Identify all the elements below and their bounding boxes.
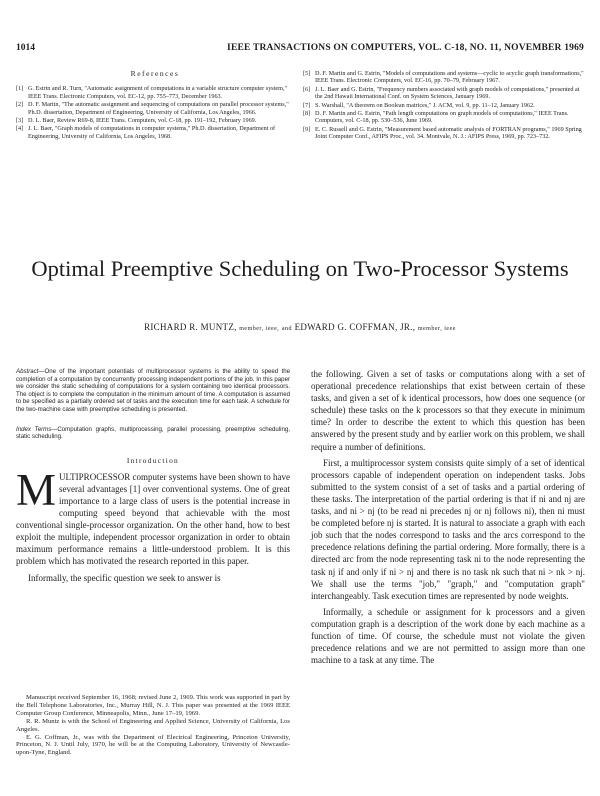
author-membership: member, ieee <box>417 326 456 332</box>
reference-item <box>303 70 585 85</box>
reference-text: D. F. Martin and G. Estrin, "Path length computations on graph models of computations," IEEE Trans. Computers, vol. C-18, pp. 530–536, June 1969. <box>315 110 569 125</box>
author-membership: member, ieee, <box>239 326 280 332</box>
index-terms-text: —Computation graphs, multiprocessing, parallel processing, preemptive scheduling, static scheduling. <box>16 425 290 441</box>
reference-number: [2] <box>16 101 24 109</box>
author-conjunction: and <box>281 326 293 332</box>
intro-paragraph <box>16 464 290 568</box>
abstract-label: Abstract <box>16 368 39 375</box>
running-header <box>16 43 584 57</box>
references-left-column <box>16 70 294 141</box>
reference-item <box>16 125 294 140</box>
paper-title: Optimal Preemptive Scheduling on Two-Processor Systems <box>31 256 569 281</box>
index-terms-label: Index Terms <box>16 425 52 433</box>
reference-text: D. L. Baer, Review R69-8, IEEE Trans. Computers, vol. C-18, pp. 191–192, February 1969. <box>28 117 257 125</box>
body-paragraph: First, a multiprocessor system consists quite simply of a set of identical processors capable of independent operation on independent tasks. Jobs submitted to the system consist of a set of tasks and a partial ordering of these tasks. The interpretation of the partial ordering is that if ni and nj are tasks, and ni > nj (to be read ni precedes nj or nj follows ni), then ni must be completed before nj is started. It is natural to associate a graph with each job such that the nodes correspond to tasks and the arcs correspond to the precedence relations defining the partial ordering. More formally, there is a directed arc from the node representing task ni to the node representing the task nj if and only if ni > nj and there is no task nk such that ni > nk > nj. We shall use the terms "job," "graph," and "computation graph" interchangeably. Task execution times are represented by node weights. <box>311 457 585 601</box>
intro-paragraph-text: ULTIPROCESSOR computer systems have been shown to have several advantages [1] over conventional systems. One of great importance to a large class of users is the potential increase in computing speed beyond that achievable with the most conventional single-processor organization. On the other hand, how to best exploit the multiple, independent processor organization in order to obtain maximum performance remains a little-understood problem. It is this problem which has motivated the research reported in this paper. <box>16 471 290 567</box>
reference-number: [8] <box>303 110 311 118</box>
index-terms <box>16 426 290 441</box>
reference-text: G. Estrin and R. Turn, "Automatic assignment of computations in a variable structure computer system," IEEE Trans. Electronic Computers, vol. EC-12, pp. 755–773, December 1963. <box>28 85 288 100</box>
abstract <box>16 368 290 414</box>
footnote <box>16 694 290 757</box>
body-paragraph: the following. Given a set of tasks or computations along with a set of operational precedence relationships that exist between certain of these tasks, and given a set of k identical processors, how does one sequence (or schedule) these tasks on the k processors so that they execute in minimum time? In order to describe the extent to which this question has been answered by the present study and by earlier work on this problem, we shall require a number of definitions. <box>311 369 585 452</box>
abstract-text: —One of the important potentials of multiprocessor systems is the ability to speed the completion of a computation by concurrently processing independent portions of the job. In this paper we consider the static scheduling of computations for a system containing two identical processors. The object is to complete the computation in the minimum amount of time. A computation is assumed to be specified as a partially ordered set of tasks and the execution time for each task. A schedule for the two-machine case with preemptive scheduling is presented. <box>16 368 290 413</box>
reference-item <box>303 86 585 101</box>
footnote-paragraph: R. R. Muntz is with the School of Engineering and Applied Science, University of California, Los Angeles. <box>16 717 290 733</box>
references-heading: References <box>130 69 180 78</box>
reference-item <box>303 102 585 109</box>
reference-number: [5] <box>303 70 311 77</box>
page-number: 1014 <box>16 43 35 53</box>
reference-text: S. Warshall, "A theorem on Boolean matrices," J. ACM, vol. 9, pp. 11–12, January 1962. <box>315 101 535 109</box>
reference-text: E. C. Russell and G. Estrin, "Measurement based automatic analysis of FORTRAN programs," 1969 Spring Joint Computer Conf., AFIPS Proc., vol. 34. Montvale, N. J.: AFIPS Press, 1969, pp. 723–732. <box>315 125 582 141</box>
author-line <box>0 322 600 332</box>
reference-number: [7] <box>303 101 311 109</box>
reference-item <box>16 117 294 124</box>
reference-number: [9] <box>303 125 311 133</box>
reference-number: [4] <box>16 125 24 133</box>
footnote-paragraph: E. G. Coffman, Jr., was with the Department of Electrical Engineering, Princeton University, Princeton, N. J. Until July, 1970, he will be at the Computing Laboratory, University of Newcastle-upon-Tyne, England. <box>16 733 290 757</box>
reference-text: D. F. Martin and G. Estrin, "Models of computations and systems—cyclic to acyclic graph transformations," IEEE Trans. Electronic Computers, vol. EC-16, pp. 70–79, February 1967. <box>315 70 584 85</box>
reference-item <box>303 110 585 125</box>
journal-header: IEEE TRANSACTIONS ON COMPUTERS, VOL. C-18, NO. 11, NOVEMBER 1969 <box>227 43 584 53</box>
right-text-column <box>311 368 585 666</box>
reference-number: [3] <box>16 117 24 125</box>
body-paragraph: Informally, a schedule or assignment for k processors and a given computation graph is a description of the work done by each machine as a function of time. Of course, the schedule must not violate the given precedence relations and we are not permitted to assign more than one machine to a task at any time. The <box>311 606 585 666</box>
author-name: RICHARD R. MUNTZ, <box>144 322 237 332</box>
references-right-column <box>303 70 585 142</box>
left-text-column <box>16 368 290 584</box>
reference-item <box>16 85 294 100</box>
reference-number: [6] <box>303 85 311 93</box>
reference-text: D. F. Martin, "The automatic assignment and sequencing of computations on parallel processor systems," Ph.D. dissertation, Department of Engineering, University of California, Los Angeles, 1966. <box>28 101 289 116</box>
reference-item <box>303 126 585 141</box>
drop-cap: M <box>16 464 57 515</box>
intro-paragraph: Informally, the specific question we seek to answer is <box>28 572 221 583</box>
author-name: EDWARD G. COFFMAN, JR., <box>294 322 416 332</box>
footnote-paragraph: Manuscript received September 16, 1968; revised June 2, 1969. This work was supported in part by the Bell Telephone Laboratories, Inc., Murray Hill, N. J. This paper was presented at the 1969 IEEE Computer Group Conference, Minneapolis, Minn., June 17–19, 1969. <box>16 694 290 717</box>
reference-text: J. L. Baer, "Graph models of computations in computer systems," Ph.D. dissertation, Department of Engineering, University of California, Los Angeles, 1968. <box>28 125 276 140</box>
reference-number: [1] <box>16 85 24 93</box>
section-heading: Introduction <box>126 455 180 465</box>
reference-item <box>16 101 294 116</box>
reference-text: J. L. Baer and G. Estrin, "Frequency numbers associated with graph models of computations," presented at the 2nd Hawaii International Conf. on System Sciences, January 1969. <box>315 85 580 101</box>
